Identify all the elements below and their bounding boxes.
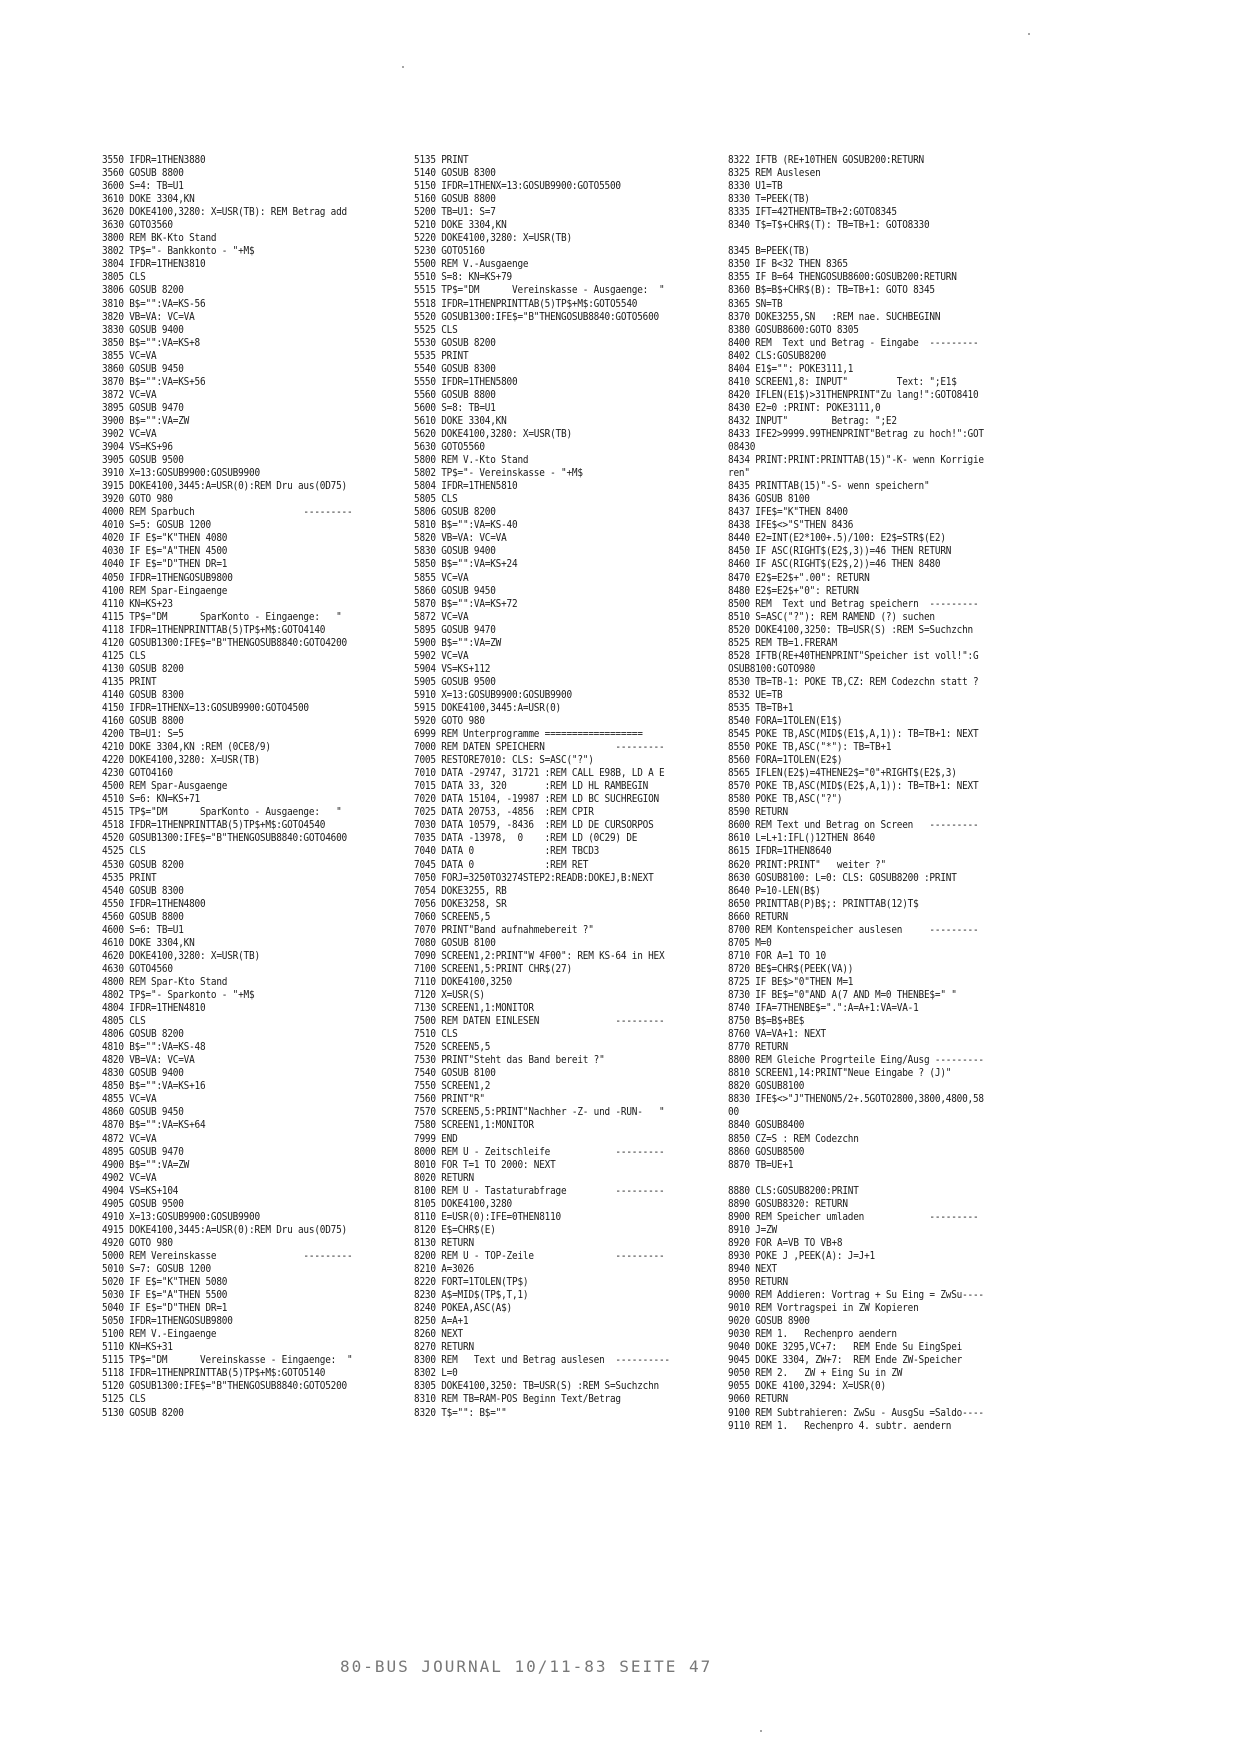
listing-line: 5610 DOKE 3304,KN — [414, 415, 507, 428]
listing-line: 3870 B$="":VA=KS+56 — [102, 375, 206, 389]
listing-line: 7040 DATA 0 :REM TBCD3 — [414, 845, 600, 858]
listing-line: 8436 GOSUB 8100 — [728, 493, 810, 506]
listing-line: 5125 CLS — [102, 1393, 146, 1406]
listing-line: 8260 NEXT — [414, 1328, 463, 1341]
listing-line: OSUB8100:GOTO980 — [728, 662, 816, 676]
listing-line: 8340 T$=T$+CHR$(T): TB=TB+1: GOTO8330 — [728, 219, 930, 232]
listing-line: 8460 IF ASC(RIGHT$(E2$,2))=46 THEN 8480 — [728, 558, 941, 571]
listing-line: 5518 IFDR=1THENPRINTTAB(5)TP$+M$:GOTO5540 — [414, 297, 638, 310]
listing-line: 4804 IFDR=1THEN4810 — [102, 1002, 206, 1015]
listing-line: 5520 GOSUB1300:IFE$="B"THENGOSUB8840:GOTO5600 — [414, 310, 659, 324]
listing-line: 4905 GOSUB 9500 — [102, 1197, 184, 1211]
listing-line: 5160 GOSUB 8800 — [414, 193, 496, 206]
listing-line: 8660 RETURN — [728, 910, 788, 924]
listing-line: 8500 REM Text und Betrag speichern --------- — [728, 597, 979, 611]
listing-line: 5904 VS=KS+112 — [414, 662, 491, 676]
listing-line: 3600 S=4: TB=U1 — [102, 180, 184, 193]
listing-line: 4900 B$="":VA=ZW — [102, 1158, 190, 1172]
listing-line: 5630 GOTO5560 — [414, 441, 485, 454]
listing-line: 8615 IFDR=1THEN8640 — [728, 845, 832, 858]
listing-line: 8410 SCREEN1,8: INPUT" Text: ";E1$ — [728, 375, 957, 389]
listing-line: 8910 J=ZW — [728, 1223, 777, 1237]
listing-line: 4520 GOSUB1300:IFE$="B"THENGOSUB8840:GOTO4600 — [102, 832, 347, 845]
listing-line: 5515 TP$="DM Vereinskasse - Ausgaenge: " — [414, 284, 665, 297]
listing-line: 8600 REM Text und Betrag on Screen --------- — [728, 819, 979, 832]
listing-line: 8570 POKE TB,ASC(MID$(E2$,A,1)): TB=TB+1: NEXT — [728, 780, 979, 793]
listing-line: 8820 GOSUB8100 — [728, 1080, 805, 1093]
listing-line: 9020 GOSUB 8900 — [728, 1315, 810, 1328]
listing-line: 8120 E$=CHR$(E) — [414, 1223, 496, 1237]
listing-line: 7580 SCREEN1,1:MONITOR — [414, 1119, 534, 1132]
listing-line: 4230 GOTO4160 — [102, 767, 173, 780]
listing-line: 7050 FORJ=3250TO3274STEP2:READB:DOKEJ,B:NEXT — [414, 871, 654, 885]
listing-line: 4560 GOSUB 8800 — [102, 910, 184, 924]
listing-line: 4805 CLS — [102, 1015, 146, 1028]
listing-line: 8590 RETURN — [728, 806, 788, 819]
listing-line: 4850 B$="":VA=KS+16 — [102, 1080, 206, 1093]
listing-line: 8440 E2=INT(E2*100+.5)/100: E2$=STR$(E2) — [728, 532, 946, 545]
listing-line: 8850 CZ=S : REM Codezchn — [728, 1132, 859, 1145]
listing-line: 5230 GOTO5160 — [414, 245, 485, 258]
listing-line: 8240 POKEA,ASC(A$) — [414, 1302, 512, 1315]
listing-line: 8528 IFTB(RE+40THENPRINT"Speicher ist voll!":G — [728, 649, 979, 663]
listing-line: 8565 IFLEN(E2$)=4THENE2$="0"+RIGHT$(E2$,3) — [728, 767, 957, 780]
listing-line: 8365 SN=TB — [728, 297, 783, 310]
listing-line: 7100 SCREEN1,5:PRINT CHR$(27) — [414, 963, 572, 976]
listing-line: 5000 REM Vereinskasse --------- — [102, 1250, 353, 1263]
listing-line: 8402 CLS:GOSUB8200 — [728, 349, 826, 363]
listing-line: 3872 VC=VA — [102, 388, 157, 402]
listing-line: 3610 DOKE 3304,KN — [102, 193, 195, 206]
listing-line: 9040 DOKE 3295,VC+7: REM Ende Su EingSpei — [728, 1341, 963, 1354]
listing-line: 8830 IFE$<>"J"THENON5/2+.5GOTO2800,3800,4800,58 — [728, 1093, 984, 1106]
listing-line: 5900 B$="":VA=ZW — [414, 636, 502, 650]
listing-line: 8450 IF ASC(RIGHT$(E2$,3))=46 THEN RETURN — [728, 545, 952, 558]
listing-line: 8420 IFLEN(E1$)>31THENPRINT"Zu lang!":GOTO8410 — [728, 388, 979, 402]
listing-line: 5130 GOSUB 8200 — [102, 1406, 184, 1419]
listing-line: 7500 REM DATEN EINLESEN --------- — [414, 1015, 665, 1028]
listing-line: 7520 SCREEN5,5 — [414, 1041, 491, 1054]
listing-line: 8437 IFE$="K"THEN 8400 — [728, 506, 848, 519]
listing-line: 8105 DOKE4100,3280 — [414, 1197, 512, 1211]
listing-line: 4525 CLS — [102, 845, 146, 858]
listing-line: 7035 DATA -13978, 0 :REM LD (0C29) DE — [414, 832, 638, 845]
listing-line: 8535 TB=TB+1 — [728, 702, 794, 715]
listing-line: 4904 VS=KS+104 — [102, 1184, 179, 1198]
listing-line: 8470 E2$=E2$+".00": RETURN — [728, 571, 870, 584]
listing-line: 3806 GOSUB 8200 — [102, 284, 184, 297]
listing-line: 7010 DATA -29747, 31721 :REM CALL E98B, LD A E — [414, 767, 665, 780]
listing-line: 4125 CLS — [102, 649, 146, 663]
listing-line: 7540 GOSUB 8100 — [414, 1067, 496, 1080]
listing-line: 7054 DOKE3255, RB — [414, 884, 507, 898]
listing-line: 8302 L=0 — [414, 1367, 458, 1380]
listing-line: 5040 IF E$="D"THEN DR=1 — [102, 1302, 228, 1315]
listing-column-1 — [102, 153, 402, 1419]
listing-line: 4000 REM Sparbuch --------- — [102, 506, 353, 519]
listing-line: 08430 — [728, 441, 756, 454]
listing-line: 4902 VC=VA — [102, 1171, 157, 1185]
listing-line: 5100 REM V.-Eingaenge — [102, 1328, 217, 1341]
listing-line: 7000 REM DATEN SPEICHERN --------- — [414, 741, 665, 754]
listing-line: 5200 TB=U1: S=7 — [414, 206, 496, 219]
listing-line: 5905 GOSUB 9500 — [414, 675, 496, 689]
listing-line: 8250 A=A+1 — [414, 1315, 469, 1328]
listing-line: 4800 REM Spar-Kto Stand — [102, 976, 228, 989]
listing-line: 7510 CLS — [414, 1028, 458, 1041]
listing-line: 8760 VA=VA+1: NEXT — [728, 1028, 826, 1041]
scan-speck — [402, 66, 404, 68]
listing-line: 8370 DOKE3255,SN :REM nae. SUCHBEGINN — [728, 310, 941, 324]
listing-line: 5050 IFDR=1THENGOSUB9800 — [102, 1315, 233, 1328]
listing-line: 3915 DOKE4100,3445:A=USR(0):REM Dru aus(0D75) — [102, 480, 347, 493]
listing-line: 4630 GOTO4560 — [102, 963, 173, 976]
listing-line: 8560 FORA=1TOLEN(E2$) — [728, 754, 843, 767]
listing-line: 4050 IFDR=1THENGOSUB9800 — [102, 571, 233, 584]
listing-line: 3855 VC=VA — [102, 349, 157, 363]
listing-line: 9000 REM Addieren: Vortrag + Su Eing = ZwSu---- — [728, 1289, 984, 1302]
listing-line: 8510 S=ASC("?"): REM RAMEND (?) suchen — [728, 610, 935, 624]
listing-line: 9100 REM Subtrahieren: ZwSu - AusgSu =Saldo---- — [728, 1406, 984, 1419]
listing-line: 8110 E=USR(0):IFE=0THEN8110 — [414, 1210, 561, 1224]
listing-line: 8890 GOSUB8320: RETURN — [728, 1197, 848, 1211]
listing-line: 8355 IF B=64 THENGOSUB8600:GOSUB200:RETURN — [728, 271, 957, 284]
listing-line: 8400 REM Text und Betrag - Eingabe --------- — [728, 336, 979, 350]
listing-line: 9055 DOKE 4100,3294: X=USR(0) — [728, 1380, 886, 1393]
listing-line: 4855 VC=VA — [102, 1093, 157, 1106]
listing-line: 5895 GOSUB 9470 — [414, 623, 496, 637]
listing-line: 3904 VS=KS+96 — [102, 441, 173, 454]
listing-line: 8520 DOKE4100,3250: TB=USR(S) :REM S=Suchzchn — [728, 623, 973, 637]
listing-line: 5210 DOKE 3304,KN — [414, 219, 507, 232]
listing-line: 8705 M=0 — [728, 936, 772, 950]
listing-line: 8010 FOR T=1 TO 2000: NEXT — [414, 1158, 556, 1172]
listing-line: 4820 VB=VA: VC=VA — [102, 1054, 195, 1067]
listing-line: 8750 B$=B$+BE$ — [728, 1015, 805, 1028]
listing-line: 5540 GOSUB 8300 — [414, 362, 496, 376]
listing-line: 3905 GOSUB 9500 — [102, 454, 184, 467]
listing-line: 5804 IFDR=1THEN5810 — [414, 480, 518, 493]
listing-column-2 — [414, 153, 724, 1419]
listing-line: 8810 SCREEN1,14:PRINT"Neue Eingabe ? (J)" — [728, 1067, 952, 1080]
listing-line: 8480 E2$=E2$+"0": RETURN — [728, 584, 859, 597]
listing-line: 5030 IF E$="A"THEN 5500 — [102, 1289, 228, 1302]
listing-line: 4010 S=5: GOSUB 1200 — [102, 519, 211, 532]
listing-line: 5830 GOSUB 9400 — [414, 545, 496, 558]
listing-line: 8580 POKE TB,ASC("?") — [728, 793, 843, 806]
listing-line: 3902 VC=VA — [102, 428, 157, 441]
listing-line: 4120 GOSUB1300:IFE$="B"THENGOSUB8840:GOTO4200 — [102, 636, 347, 650]
listing-line: 8620 PRINT:PRINT" weiter ?" — [728, 858, 886, 871]
listing-line: 8432 INPUT" Betrag: ";E2 — [728, 415, 897, 428]
listing-line: 3800 REM BK-Kto Stand — [102, 232, 217, 245]
listing-line: 7056 DOKE3258, SR — [414, 897, 507, 911]
listing-line: 3820 VB=VA: VC=VA — [102, 310, 195, 324]
listing-line: 8930 POKE J ,PEEK(A): J=J+1 — [728, 1250, 875, 1263]
listing-line: 4870 B$="":VA=KS+64 — [102, 1119, 206, 1132]
listing-line: 8335 IFT=42THENTB=TB+2:GOTO8345 — [728, 206, 897, 219]
listing-line: 8770 RETURN — [728, 1041, 788, 1054]
listing-line: 4830 GOSUB 9400 — [102, 1067, 184, 1080]
listing-line: 8710 FOR A=1 TO 10 — [728, 949, 826, 963]
listing-line: 5118 IFDR=1THENPRINTTAB(5)TP$+M$:GOTO5140 — [102, 1367, 326, 1380]
listing-line: 8650 PRINTTAB(P)B$;: PRINTTAB(12)T$ — [728, 897, 919, 911]
listing-line: 4530 GOSUB 8200 — [102, 858, 184, 871]
listing-line: 7570 SCREEN5,5:PRINT"Nachher -Z- und -RUN- " — [414, 1106, 665, 1119]
listing-line: 9030 REM 1. Rechenpro aendern — [728, 1328, 897, 1341]
listing-line: 3805 CLS — [102, 271, 146, 284]
listing-line: 4150 IFDR=1THENX=13:GOSUB9900:GOTO4500 — [102, 702, 309, 715]
listing-line: 8200 REM U - TOP-Zeile --------- — [414, 1250, 665, 1263]
listing-line: 8840 GOSUB8400 — [728, 1119, 805, 1132]
listing-line: 8210 A=3026 — [414, 1263, 474, 1276]
listing-line: 8532 UE=TB — [728, 689, 783, 702]
listing-line: 3910 X=13:GOSUB9900:GOSUB9900 — [102, 467, 260, 480]
listing-line: 5560 GOSUB 8800 — [414, 388, 496, 402]
listing-line: 5220 DOKE4100,3280: X=USR(TB) — [414, 232, 572, 245]
listing-line: 8345 B=PEEK(TB) — [728, 245, 810, 258]
listing-line: 8860 GOSUB8500 — [728, 1145, 805, 1159]
listing-line: 8900 REM Speicher umladen --------- — [728, 1210, 979, 1224]
listing-line: 3804 IFDR=1THEN3810 — [102, 258, 206, 271]
listing-line: 4915 DOKE4100,3445:A=USR(0):REM Dru aus(0D75) — [102, 1223, 347, 1237]
listing-line: 3810 B$="":VA=KS-56 — [102, 297, 206, 310]
listing-line: 7130 SCREEN1,1:MONITOR — [414, 1002, 534, 1015]
listing-line: 8435 PRINTTAB(15)"-S- wenn speichern" — [728, 480, 930, 493]
listing-line: 5500 REM V.-Ausgaenge — [414, 258, 529, 271]
listing-line: 4200 TB=U1: S=5 — [102, 728, 184, 741]
listing-line: 8100 REM U - Tastaturabfrage --------- — [414, 1184, 665, 1198]
listing-line: 7005 RESTORE7010: CLS: S=ASC("?") — [414, 754, 594, 767]
listing-line: 5550 IFDR=1THEN5800 — [414, 375, 518, 389]
listing-line: 4100 REM Spar-Eingaenge — [102, 584, 228, 597]
listing-line: 4130 GOSUB 8200 — [102, 662, 184, 676]
listing-line: 5115 TP$="DM Vereinskasse - Eingaenge: " — [102, 1354, 353, 1367]
listing-line: 8545 POKE TB,ASC(MID$(E1$,A,1)): TB=TB+1: NEXT — [728, 728, 979, 741]
listing-column-3 — [728, 153, 1028, 1432]
listing-line: 4040 IF E$="D"THEN DR=1 — [102, 558, 228, 571]
listing-line: 5525 CLS — [414, 323, 458, 337]
listing-line: 5800 REM V.-Kto Stand — [414, 454, 529, 467]
listing-line: 3620 DOKE4100,3280: X=USR(TB): REM Betrag add — [102, 206, 347, 219]
listing-line: 7020 DATA 15104, -19987 :REM LD BC SUCHREGION — [414, 793, 659, 806]
listing-line: 4620 DOKE4100,3280: X=USR(TB) — [102, 949, 260, 963]
listing-line: 5150 IFDR=1THENX=13:GOSUB9900:GOTO5500 — [414, 180, 621, 193]
listing-line: 3630 GOTO3560 — [102, 219, 173, 232]
listing-line: 8380 GOSUB8600:GOTO 8305 — [728, 323, 859, 337]
listing-line: 4020 IF E$="K"THEN 4080 — [102, 532, 228, 545]
listing-line: 3920 GOTO 980 — [102, 493, 173, 506]
listing-line: 4895 GOSUB 9470 — [102, 1145, 184, 1159]
listing-line: 3830 GOSUB 9400 — [102, 323, 184, 337]
listing-line: 4802 TP$="- Sparkonto - "+M$ — [102, 989, 255, 1002]
listing-line: 5510 S=8: KN=KS+79 — [414, 271, 512, 284]
listing-line: 4610 DOKE 3304,KN — [102, 936, 195, 950]
listing-line: 8350 IF B<32 THEN 8365 — [728, 258, 848, 271]
listing-line: 7999 END — [414, 1132, 458, 1145]
listing-line: 7070 PRINT"Band aufnahmebereit ?" — [414, 923, 594, 937]
listing-line: 4500 REM Spar-Ausgaenge — [102, 780, 228, 793]
listing-line: 8020 RETURN — [414, 1171, 474, 1185]
listing-line: 3860 GOSUB 9450 — [102, 362, 184, 376]
listing-line: 4518 IFDR=1THENPRINTTAB(5)TP$+M$:GOTO4540 — [102, 819, 326, 832]
listing-line: 3900 B$="":VA=ZW — [102, 415, 190, 428]
listing-line: 5020 IF E$="K"THEN 5080 — [102, 1276, 228, 1289]
listing-line: 7530 PRINT"Steht das Band bereit ?" — [414, 1054, 605, 1067]
listing-line: 8550 POKE TB,ASC("*"): TB=TB+1 — [728, 741, 892, 754]
listing-line: 7025 DATA 20753, -4856 :REM CPIR — [414, 806, 594, 819]
listing-line: 7110 DOKE4100,3250 — [414, 976, 512, 989]
listing-line: 8322 IFTB (RE+10THEN GOSUB200:RETURN — [728, 154, 924, 167]
listing-line: 9050 REM 2. ZW + Eing Su in ZW — [728, 1367, 903, 1380]
listing-line: 3850 B$="":VA=KS+8 — [102, 336, 200, 350]
listing-line: 8330 T=PEEK(TB) — [728, 193, 810, 206]
listing-line: 4115 TP$="DM SparKonto - Eingaenge: " — [102, 610, 342, 624]
listing-line: 7120 X=USR(S) — [414, 989, 485, 1002]
listing-line: 4510 S=6: KN=KS+71 — [102, 793, 200, 806]
listing-line: 9010 REM Vortragspei in ZW Kopieren — [728, 1302, 919, 1315]
listing-line: 8720 BE$=CHR$(PEEK(VA)) — [728, 963, 854, 976]
listing-line: 5110 KN=KS+31 — [102, 1341, 173, 1354]
listing-line: 8320 T$="": B$="" — [414, 1406, 507, 1419]
listing-line: 8530 TB=TB-1: POKE TB,CZ: REM Codezchn statt ? — [728, 675, 979, 689]
listing-line: 8433 IFE2>9999.99THENPRINT"Betrag zu hoch!":GOT — [728, 428, 984, 441]
listing-line: 8800 REM Gleiche Progrteile Eing/Ausg --------- — [728, 1054, 984, 1067]
listing-line: 5910 X=13:GOSUB9900:GOSUB9900 — [414, 689, 572, 702]
listing-line: 7045 DATA 0 :REM RET — [414, 858, 589, 871]
listing-line: 7080 GOSUB 8100 — [414, 936, 496, 950]
listing-line: 5806 GOSUB 8200 — [414, 506, 496, 519]
listing-line: 7015 DATA 33, 320 :REM LD HL RAMBEGIN — [414, 780, 649, 793]
listing-line: 8430 E2=0 :PRINT: POKE3111,0 — [728, 402, 881, 415]
listing-line: 5810 B$="":VA=KS-40 — [414, 519, 518, 532]
listing-line: 8404 E1$="": POKE3111,1 — [728, 362, 854, 376]
listing-line: 3550 IFDR=1THEN3880 — [102, 154, 206, 167]
listing-line: 3560 GOSUB 8800 — [102, 167, 184, 180]
listing-line: 7090 SCREEN1,2:PRINT"W 4F00": REM KS-64 in HEX — [414, 949, 665, 963]
page-footer: 80-BUS JOURNAL 10/11-83 SEITE 47 — [340, 1657, 713, 1676]
listing-line: 4860 GOSUB 9450 — [102, 1106, 184, 1119]
listing-line: 8438 IFE$<>"S"THEN 8436 — [728, 519, 854, 532]
listing-line: 8640 P=10-LEN(B$) — [728, 884, 821, 898]
listing-line: 4118 IFDR=1THENPRINTTAB(5)TP$+M$:GOTO4140 — [102, 623, 326, 637]
listing-line: 4920 GOTO 980 — [102, 1237, 173, 1250]
listing-line: 5535 PRINT — [414, 349, 469, 363]
listing-line: 8870 TB=UE+1 — [728, 1158, 794, 1172]
listing-line: 7560 PRINT"R" — [414, 1093, 485, 1106]
listing-line: 8950 RETURN — [728, 1276, 788, 1289]
listing-line: 8920 FOR A=VB TO VB+8 — [728, 1237, 843, 1250]
listing-line: 5920 GOTO 980 — [414, 715, 485, 728]
listing-line: 5855 VC=VA — [414, 571, 469, 584]
listing-line: 8220 FORT=1TOLEN(TP$) — [414, 1276, 529, 1289]
listing-line: 8525 REM TB=1.FRERAM — [728, 636, 837, 650]
listing-line: 8940 NEXT — [728, 1263, 777, 1276]
listing-line: 8330 U1=TB — [728, 180, 783, 193]
listing-line: 7550 SCREEN1,2 — [414, 1080, 491, 1093]
listing-line: 8725 IF BE$>"0"THEN M=1 — [728, 976, 854, 989]
listing-line: 3802 TP$="- Bankkonto - "+M$ — [102, 245, 255, 258]
listing-line: 4140 GOSUB 8300 — [102, 689, 184, 702]
listing-line: 8630 GOSUB8100: L=0: CLS: GOSUB8200 :PRINT — [728, 871, 957, 885]
listing-line: 5915 DOKE4100,3445:A=USR(0) — [414, 702, 561, 715]
listing-line: 5870 B$="":VA=KS+72 — [414, 597, 518, 611]
listing-line: 4872 VC=VA — [102, 1132, 157, 1145]
listing-line: 8610 L=L+1:IFL()12THEN 8640 — [728, 832, 875, 845]
listing-line: 00 — [728, 1106, 739, 1119]
listing-line: 9060 RETURN — [728, 1393, 788, 1406]
listing-line: 7060 SCREEN5,5 — [414, 910, 491, 924]
listing-line: 5902 VC=VA — [414, 649, 469, 663]
listing-line: 4540 GOSUB 8300 — [102, 884, 184, 898]
listing-line: 4220 DOKE4100,3280: X=USR(TB) — [102, 754, 260, 767]
listing-line: 8270 RETURN — [414, 1341, 474, 1354]
listing-line: 5620 DOKE4100,3280: X=USR(TB) — [414, 428, 572, 441]
listing-line: 8700 REM Kontenspeicher auslesen --------- — [728, 923, 979, 937]
listing-line: 4135 PRINT — [102, 675, 157, 689]
listing-line: 8000 REM U - Zeitschleife --------- — [414, 1145, 665, 1159]
listing-line: 5140 GOSUB 8300 — [414, 167, 496, 180]
listing-line: 8360 B$=B$+CHR$(B): TB=TB+1: GOTO 8345 — [728, 284, 935, 297]
listing-line: 8325 REM Auslesen — [728, 167, 821, 180]
listing-line: 8300 REM Text und Betrag auslesen ---------- — [414, 1354, 670, 1367]
listing-line: 4810 B$="":VA=KS-48 — [102, 1041, 206, 1054]
scan-speck — [760, 1730, 762, 1732]
listing-line: 4160 GOSUB 8800 — [102, 715, 184, 728]
listing-line: 4535 PRINT — [102, 871, 157, 885]
listing-line: 5802 TP$="- Vereinskasse - "+M$ — [414, 467, 583, 480]
listing-line: 4210 DOKE 3304,KN :REM (0CE8/9) — [102, 741, 271, 754]
listing-line: 4110 KN=KS+23 — [102, 597, 173, 611]
listing-line: 8310 REM TB=RAM-POS Beginn Text/Betrag — [414, 1393, 621, 1406]
listing-line: 6999 REM Unterprogramme ================== — [414, 728, 643, 741]
listing-line: 9045 DOKE 3304, ZW+7: REM Ende ZW-Speicher — [728, 1354, 963, 1367]
listing-line: 8740 IFA=7THENBE$=".":A=A+1:VA=VA-1 — [728, 1002, 919, 1015]
listing-line: 4515 TP$="DM SparKonto - Ausgaenge: " — [102, 806, 342, 819]
listing-line: 5850 B$="":VA=KS+24 — [414, 558, 518, 571]
listing-line: 5872 VC=VA — [414, 610, 469, 624]
listing-line: 4550 IFDR=1THEN4800 — [102, 897, 206, 911]
listing-line: 8730 IF BE$="0"AND A(7 AND M=0 THENBE$=" " — [728, 989, 957, 1002]
listing-line: 5805 CLS — [414, 493, 458, 506]
listing-line: ren" — [728, 467, 750, 480]
listing-line: 5010 S=7: GOSUB 1200 — [102, 1263, 211, 1276]
listing-line: 4910 X=13:GOSUB9900:GOSUB9900 — [102, 1210, 260, 1224]
listing-line: 4806 GOSUB 8200 — [102, 1028, 184, 1041]
listing-line: 3895 GOSUB 9470 — [102, 402, 184, 415]
listing-line: 9110 REM 1. Rechenpro 4. subtr. aendern — [728, 1419, 952, 1432]
listing-line: 8540 FORA=1TOLEN(E1$) — [728, 715, 843, 728]
scan-speck — [1028, 33, 1030, 35]
listing-line: 5120 GOSUB1300:IFE$="B"THENGOSUB8840:GOTO5200 — [102, 1380, 347, 1393]
listing-line: 8434 PRINT:PRINT:PRINTTAB(15)"-K- wenn Korrigie — [728, 454, 984, 467]
listing-line: 5860 GOSUB 9450 — [414, 584, 496, 597]
listing-line: 7030 DATA 10579, -8436 :REM LD DE CURSORPOS — [414, 819, 654, 832]
listing-line: 8305 DOKE4100,3250: TB=USR(S) :REM S=Suchzchn — [414, 1380, 659, 1393]
listing-line: 8230 A$=MID$(TP$,T,1) — [414, 1289, 529, 1302]
listing-line: 8880 CLS:GOSUB8200:PRINT — [728, 1184, 859, 1198]
listing-line: 5600 S=8: TB=U1 — [414, 402, 496, 415]
listing-line: 8130 RETURN — [414, 1237, 474, 1250]
listing-line: 5530 GOSUB 8200 — [414, 336, 496, 350]
listing-line: 5820 VB=VA: VC=VA — [414, 532, 507, 545]
listing-line: 5135 PRINT — [414, 154, 469, 167]
listing-line: 4600 S=6: TB=U1 — [102, 923, 184, 937]
listing-line: 4030 IF E$="A"THEN 4500 — [102, 545, 228, 558]
